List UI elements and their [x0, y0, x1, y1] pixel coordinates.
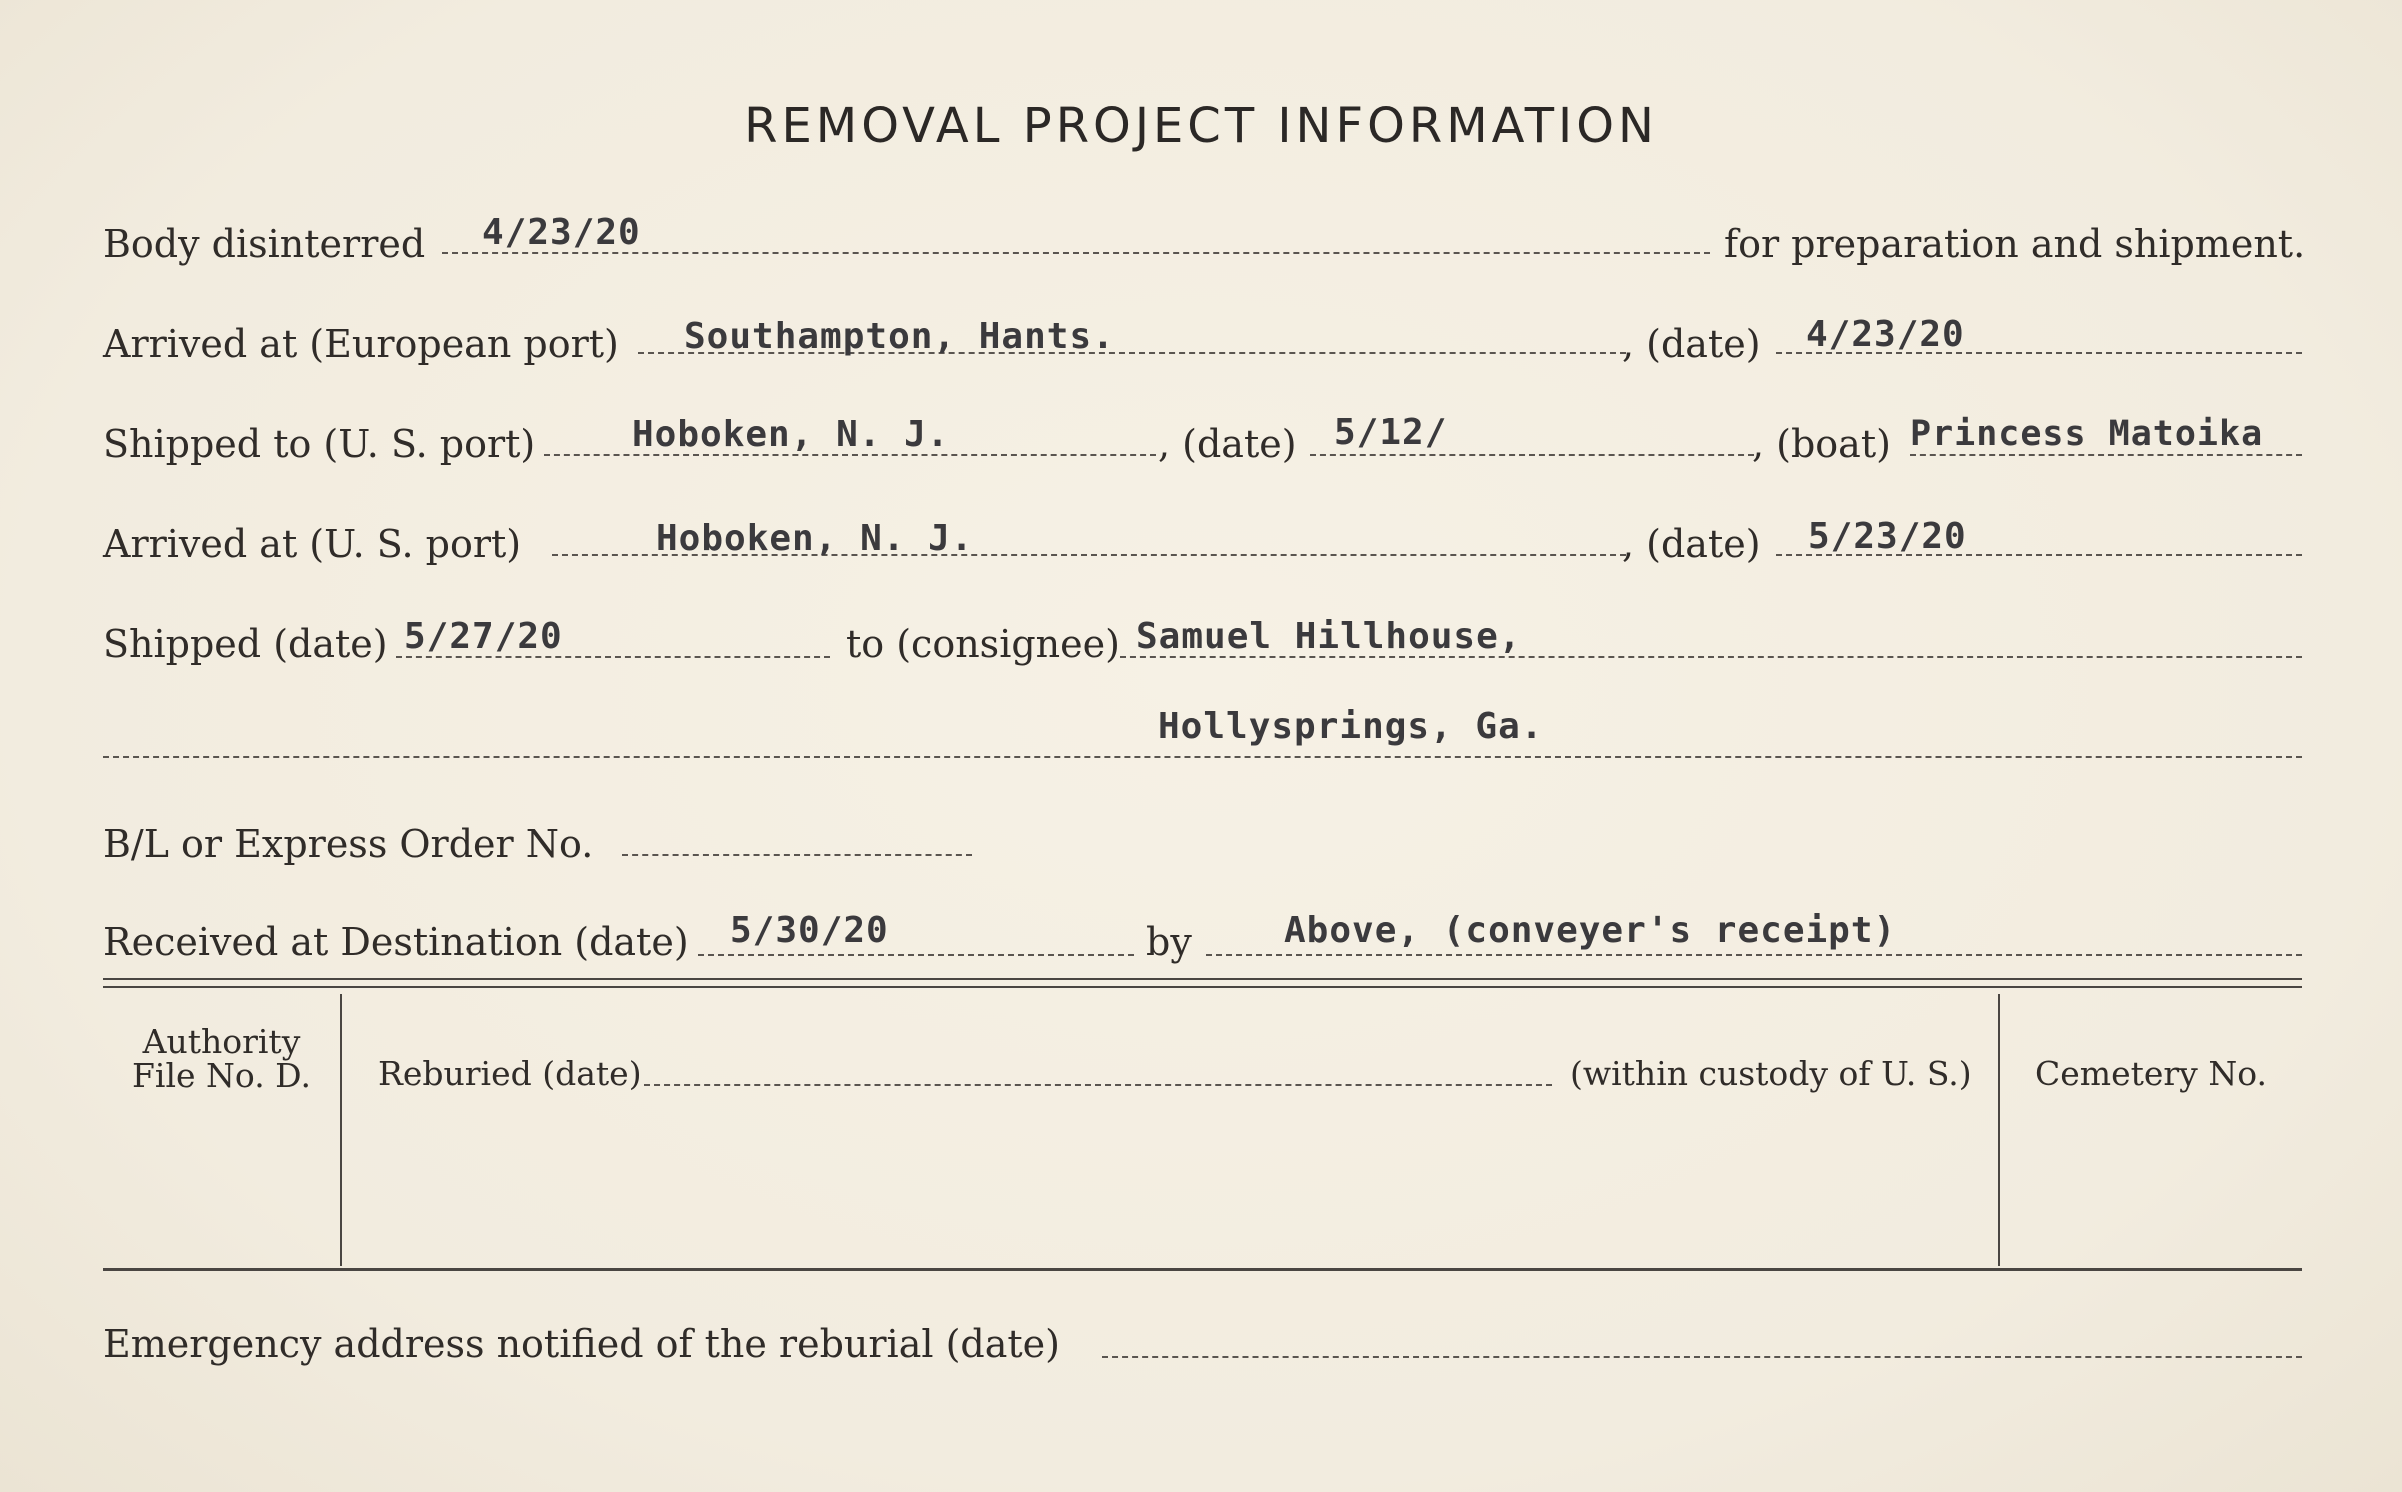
box-bottom-rule [103, 1268, 2302, 1271]
bl-line [622, 854, 972, 856]
consignee-value: Samuel Hillhouse, [1136, 616, 1522, 657]
disinterred-suffix: for preparation and shipment. [1724, 222, 2306, 266]
arrived-us-port: Hoboken, N. J. [656, 518, 974, 559]
boat-label: , (boat) [1752, 422, 1891, 466]
received-by-label: by [1146, 920, 1192, 964]
shipped-us-label: Shipped to (U. S. port) [103, 422, 536, 466]
shipped-date-value: 5/27/20 [404, 616, 563, 657]
euro-port-label: Arrived at (European port) [103, 322, 619, 366]
boat-line [1910, 454, 2302, 456]
received-by-value: Above, (conveyer's receipt) [1284, 910, 1897, 951]
shipped-us-port: Hoboken, N. J. [632, 414, 950, 455]
received-date-line [698, 954, 1134, 956]
disinterred-label: Body disinterred [103, 222, 426, 266]
arrived-us-date-label: , (date) [1622, 522, 1761, 566]
shipped-us-date-line [1310, 454, 1754, 456]
shipped-date-label: Shipped (date) [103, 622, 388, 666]
arrived-us-date: 5/23/20 [1808, 516, 1967, 557]
emergency-label: Emergency address notified of the reburial (date) [103, 1322, 1060, 1366]
euro-port-value: Southampton, Hants. [684, 316, 1115, 357]
cemetery-label: Cemetery No. [2035, 1054, 2267, 1093]
authority-label-2: File No. D. [132, 1056, 311, 1095]
bl-label: B/L or Express Order No. [103, 822, 594, 866]
shipped-us-date: 5/12/ [1334, 412, 1448, 453]
received-by-line [1206, 954, 2302, 956]
authority-label-1: Authority [142, 1022, 301, 1061]
shipped-us-date-label: , (date) [1158, 422, 1297, 466]
box-divider-right [1998, 994, 2000, 1266]
euro-date-value: 4/23/20 [1806, 314, 1965, 355]
emergency-line [1102, 1356, 2302, 1358]
card-title: REMOVAL PROJECT INFORMATION [744, 98, 1658, 154]
disinterred-date: 4/23/20 [482, 212, 641, 253]
box-top-rule-2 [103, 986, 2302, 988]
reburied-label: Reburied (date) [378, 1054, 642, 1093]
consignee-address: Hollysprings, Ga. [1158, 706, 1544, 747]
received-date: 5/30/20 [730, 910, 889, 951]
custody-label: (within custody of U. S.) [1570, 1054, 1972, 1093]
euro-date-label: , (date) [1622, 322, 1761, 366]
consignee-label: to (consignee) [846, 622, 1120, 666]
boat-value: Princess Matoika [1910, 414, 2264, 454]
box-top-rule-1 [103, 978, 2302, 980]
consignee-address-line [103, 756, 2302, 758]
reburied-line [644, 1084, 1552, 1086]
received-label: Received at Destination (date) [103, 920, 689, 964]
arrived-us-label: Arrived at (U. S. port) [103, 522, 522, 566]
box-divider-left [340, 994, 342, 1266]
